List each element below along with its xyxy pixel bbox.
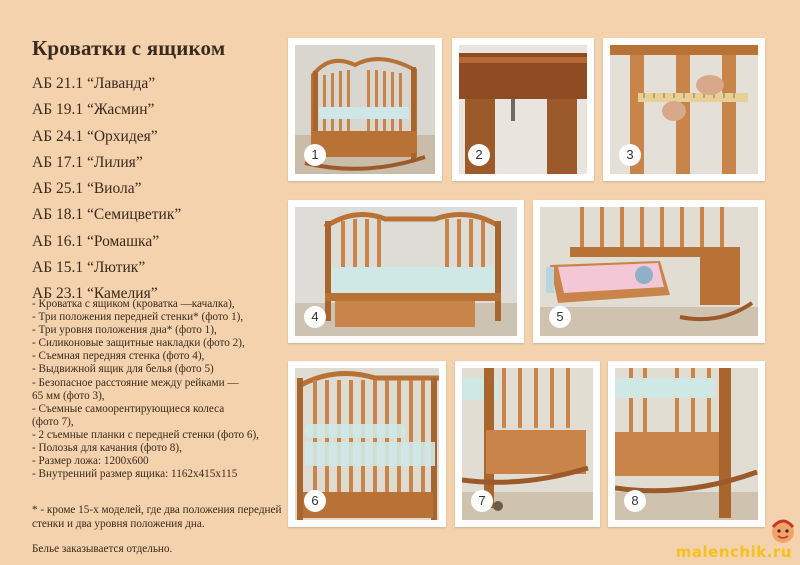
photo-number: 4 <box>304 306 326 328</box>
photo-6 <box>288 361 446 527</box>
watermark-logo: malenchik.ru <box>675 543 792 561</box>
feature-line: - Внутренний размер ящика: 1162х415х115 <box>32 468 238 481</box>
photo-3 <box>603 38 765 181</box>
photo-number: 7 <box>471 490 493 512</box>
model-item: АБ 17.1 “Лилия” <box>32 153 143 171</box>
feature-line: (фото 7), <box>32 415 74 428</box>
photo-number: 3 <box>619 144 641 166</box>
feature-line: - Полозья для качания (фото 8), <box>32 442 182 455</box>
feature-line: - Размер ложа: 1200х600 <box>32 455 149 468</box>
photo-number: 6 <box>304 490 326 512</box>
feature-list <box>32 298 282 481</box>
feature-line: - 2 съемные планки с передней стенки (фото 6), <box>32 428 259 441</box>
photo-4 <box>288 200 524 343</box>
model-item: АБ 23.1 “Камелия” <box>32 285 158 303</box>
feature-line: - Съемная передняя стенка (фото 4), <box>32 350 205 363</box>
model-item: АБ 16.1 “Ромашка” <box>32 232 160 250</box>
photo-2 <box>452 38 594 181</box>
model-item: АБ 15.1 “Лютик” <box>32 259 146 277</box>
mascot-icon <box>768 517 798 547</box>
photo-number: 5 <box>549 306 571 328</box>
photo-number: 1 <box>304 144 326 166</box>
photo-number: 8 <box>624 490 646 512</box>
feature-line: - Съемные самоорентирующиеся колеса <box>32 402 225 415</box>
bedding-note: Белье заказывается отдельно. <box>32 543 173 555</box>
feature-line: 65 мм (фото 3), <box>32 389 105 402</box>
model-item: АБ 18.1 “Семицветик” <box>32 206 182 224</box>
feature-line: - Три уровня положения дна* (фото 1), <box>32 324 217 337</box>
photo-7 <box>455 361 600 527</box>
footnote: * - кроме 15-х моделей, где два положения передней стенки и два уровня положения дна. <box>32 504 282 530</box>
photo-1 <box>288 38 442 181</box>
feature-line: - Кроватка с ящиком (кроватка —качалка), <box>32 298 235 310</box>
crib-removable-front-image <box>295 207 517 336</box>
model-list <box>32 71 282 308</box>
photo-8 <box>608 361 765 527</box>
model-item: АБ 21.1 “Лаванда” <box>32 75 156 92</box>
feature-line: - Три положения передней стенки* (фото 1), <box>32 311 244 324</box>
feature-line: - Силиконовые защитные накладки (фото 2), <box>32 337 245 350</box>
photo-number: 2 <box>468 144 490 166</box>
model-item: АБ 25.1 “Виола” <box>32 180 142 198</box>
model-item: АБ 24.1 “Орхидея” <box>32 127 158 145</box>
photo-5 <box>533 200 765 343</box>
feature-line: - Безопасное расстояние между рейками — <box>32 376 239 389</box>
drawer-open-image <box>540 207 758 336</box>
feature-line: - Выдвижной ящик для белья (фото 5) <box>32 363 214 376</box>
model-item: АБ 19.1 “Жасмин” <box>32 101 155 119</box>
page-title: Кроватки с ящиком <box>32 36 226 60</box>
text-column <box>32 36 282 308</box>
